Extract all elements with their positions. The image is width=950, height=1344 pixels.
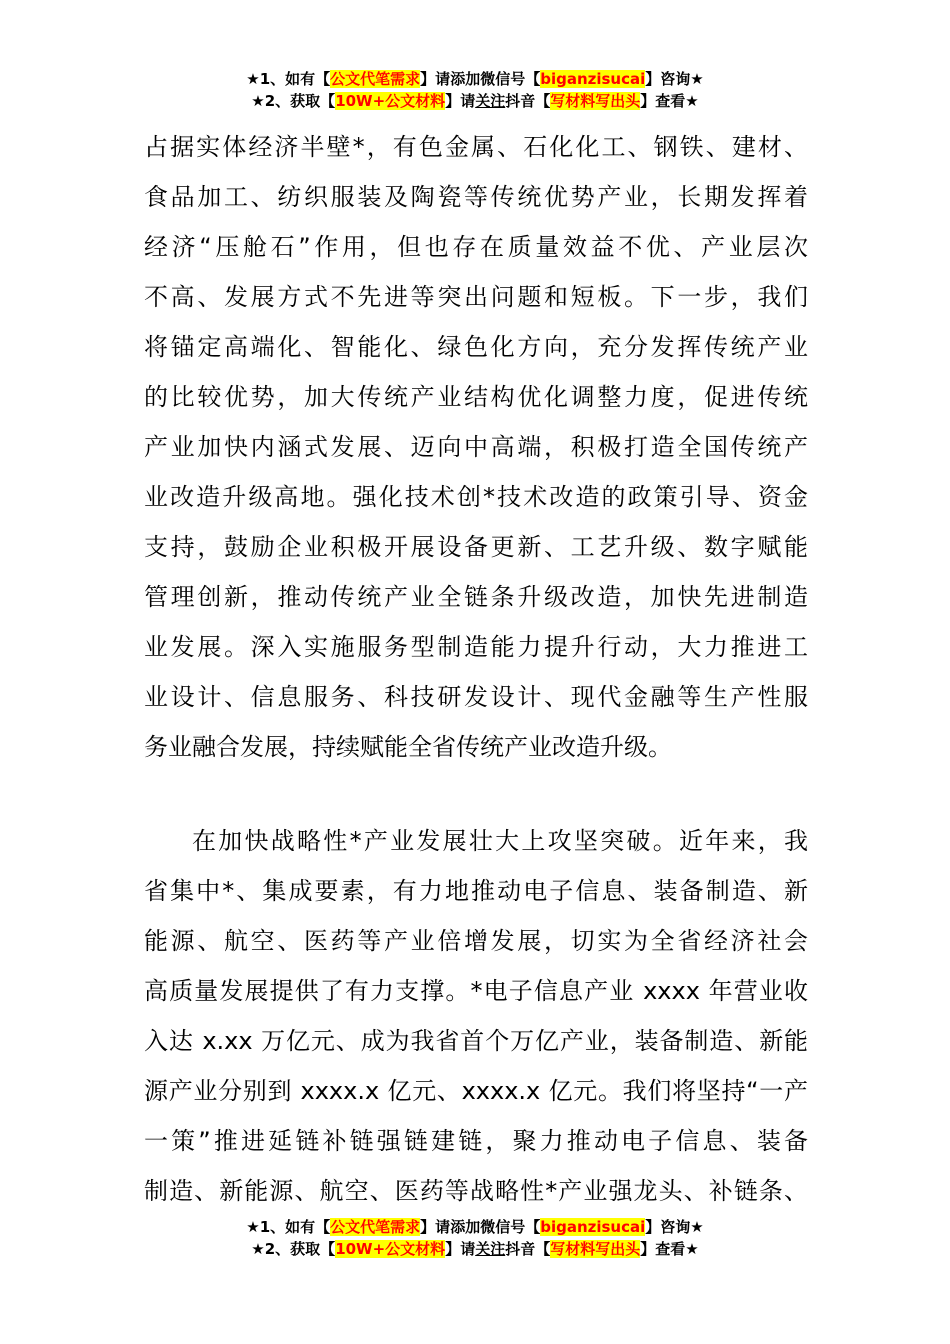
banner-line-1 <box>0 1216 950 1238</box>
banner-text: ★2、获取【 <box>251 1240 336 1258</box>
douyin-account: 写材料写出头 <box>550 1240 641 1258</box>
banner-text: 】查看★ <box>640 92 699 110</box>
text-line: 业设计、信息服务、科技研发设计、现代金融等生产性服 <box>144 683 808 711</box>
header-banner <box>0 68 950 112</box>
footer-banner <box>0 1216 950 1260</box>
text-line: 的比较优势，加大传统产业结构优化调整力度，促进传统 <box>144 383 808 411</box>
banner-text: 】请 <box>420 1218 451 1236</box>
text-line: 能源、航空、医药等产业倍增发展，切实为全省经济社会 <box>144 927 808 955</box>
text-line: 管理创新，推动传统产业全链条升级改造，加快先进制造 <box>144 583 808 611</box>
banner-text: 关注 <box>475 92 506 110</box>
banner-text: 添加 <box>450 1218 481 1236</box>
banner-line-1 <box>0 68 950 90</box>
text-line: 产业加快内涵式发展、迈向中高端，积极打造全国传统产 <box>144 433 808 461</box>
text-line: 务业融合发展，持续赋能全省传统产业改造升级。 <box>144 733 672 761</box>
text-line: 占据实体经济半壁*，有色金属、石化化工、钢铁、建材、 <box>144 133 808 161</box>
text-line: 一策”推进延链补链强链建链，聚力推动电子信息、装备 <box>144 1127 808 1155</box>
wechat-id: biganzisucai <box>540 70 646 88</box>
highlight-text: 10W+公文材料 <box>335 1240 446 1258</box>
banner-text: ★2、获取【 <box>251 92 336 110</box>
text-line: 支持，鼓励企业积极开展设备更新、工艺升级、数字赋能 <box>144 533 808 561</box>
text-line: 高质量发展提供了有力支撑。*电子信息产业 xxxx 年营业收 <box>144 977 808 1005</box>
text-line: 源产业分别到 xxxx.x 亿元、xxxx.x 亿元。我们将坚持“一产 <box>144 1077 808 1105</box>
banner-text: 关注 <box>475 1240 506 1258</box>
paragraph-strategic-industry <box>144 816 808 1216</box>
douyin-account: 写材料写出头 <box>550 92 641 110</box>
banner-text: ★1、如有【 <box>246 70 331 88</box>
text-line: 将锚定高端化、智能化、绿色化方向，充分发挥传统产业 <box>144 333 808 361</box>
text-line: 制造、新能源、航空、医药等战略性*产业强龙头、补链条、 <box>144 1177 808 1205</box>
wechat-id: biganzisucai <box>540 1218 646 1236</box>
paragraph-traditional-industry <box>144 122 808 772</box>
banner-line-2 <box>0 90 950 112</box>
highlight-text: 公文代笔需求 <box>330 70 421 88</box>
banner-text: 】咨询★ <box>645 70 704 88</box>
text-line: 业发展。深入实施服务型制造能力提升行动，大力推进工 <box>144 633 808 661</box>
text-line: 入达 x.xx 万亿元、成为我省首个万亿产业，装备制造、新能 <box>144 1027 808 1055</box>
text-line: 在加快战略性*产业发展壮大上攻坚突破。近年来，我 <box>192 827 808 855</box>
highlight-text: 公文代笔需求 <box>330 1218 421 1236</box>
banner-text: 】查看★ <box>640 1240 699 1258</box>
banner-text: 】请 <box>445 1240 476 1258</box>
text-line: 不高、发展方式不先进等突出问题和短板。下一步，我们 <box>144 283 808 311</box>
banner-text: 】请 <box>420 70 451 88</box>
text-line: 食品加工、纺织服装及陶瓷等传统优势产业，长期发挥着 <box>144 183 808 211</box>
text-line: 经济“压舱石”作用，但也存在质量效益不优、产业层次 <box>144 233 808 261</box>
banner-text: 】请 <box>445 92 476 110</box>
text-line: 省集中*、集成要素，有力地推动电子信息、装备制造、新 <box>144 877 808 905</box>
banner-text: 微信号【 <box>480 70 541 88</box>
highlight-text: 10W+公文材料 <box>335 92 446 110</box>
banner-text: 添加 <box>450 70 481 88</box>
text-line: 业改造升级高地。强化技术创*技术改造的政策引导、资金 <box>144 483 808 511</box>
banner-line-2 <box>0 1238 950 1260</box>
banner-text: 】咨询★ <box>645 1218 704 1236</box>
banner-text: ★1、如有【 <box>246 1218 331 1236</box>
banner-text: 抖音【 <box>505 1240 551 1258</box>
banner-text: 抖音【 <box>505 92 551 110</box>
banner-text: 微信号【 <box>480 1218 541 1236</box>
